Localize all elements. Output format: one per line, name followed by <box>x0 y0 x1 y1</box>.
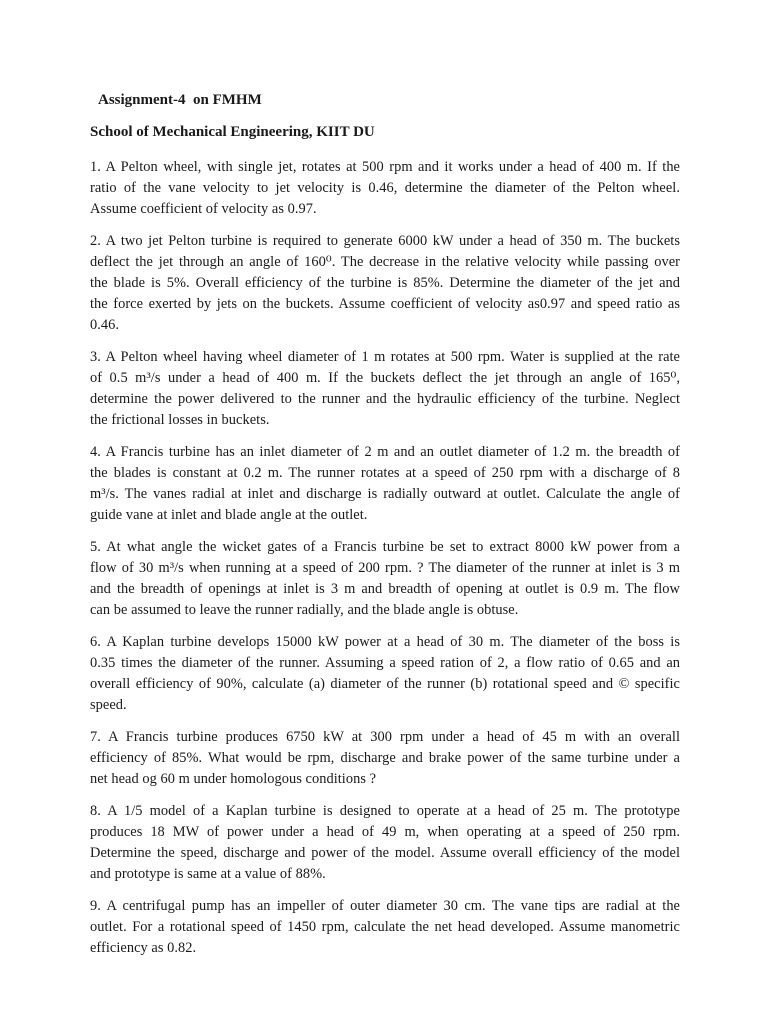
question-line: the blade is 5%. Overall efficiency of the turbine is 85%. Determine the diameter of the jet and <box>90 275 680 291</box>
question-line: ratio of the vane velocity to jet velocity is 0.46, determine the diameter of the Pelton wheel. <box>90 180 680 196</box>
question-line: determine the power delivered to the runner and the hydraulic efficiency of the turbine. Neglect <box>90 391 680 407</box>
question-5 <box>90 537 680 621</box>
question-line: the blades is constant at 0.2 m. The runner rotates at a speed of 250 rpm with a discharge of 8 <box>90 465 680 481</box>
question-line: flow of 30 m³/s when running at a speed of 200 rpm. ? The diameter of the runner at inlet is 3 m <box>90 560 680 576</box>
question-line: of 0.5 m³/s under a head of 400 m. If the buckets deflect the jet through an angle of 165⁰, <box>90 370 680 386</box>
question-line: Assume coefficient of velocity as 0.97. <box>90 201 317 217</box>
question-1 <box>90 157 680 220</box>
question-line: the force exerted by jets on the buckets. Assume coefficient of velocity as0.97 and speed ratio as <box>90 296 680 312</box>
question-line: 6. A Kaplan turbine develops 15000 kW power at a head of 30 m. The diameter of the boss is <box>90 634 680 650</box>
question-line: can be assumed to leave the runner radially, and the blade angle is obtuse. <box>90 602 519 618</box>
question-line: and prototype is same at a value of 88%. <box>90 866 326 882</box>
question-line: 5. At what angle the wicket gates of a Francis turbine be set to extract 8000 kW power from a <box>90 539 680 555</box>
question-2 <box>90 231 680 336</box>
question-line: 4. A Francis turbine has an inlet diameter of 2 m and an outlet diameter of 1.2 m. the breadth of <box>90 444 680 460</box>
question-7 <box>90 727 680 790</box>
question-9 <box>90 896 680 959</box>
question-line: efficiency as 0.82. <box>90 940 197 956</box>
question-line: efficiency of 85%. What would be rpm, discharge and brake power of the same turbine under a <box>90 750 680 766</box>
question-line: 0.35 times the diameter of the runner. Assuming a speed ration of 2, a flow ratio of 0.65 and an <box>90 655 680 671</box>
question-line: outlet. For a rotational speed of 1450 rpm, calculate the net head developed. Assume manometric <box>90 919 680 935</box>
assignment-title: Assignment-4 on FMHM <box>98 92 262 108</box>
question-line: guide vane at inlet and blade angle at the outlet. <box>90 507 368 523</box>
question-line: the frictional losses in buckets. <box>90 412 270 428</box>
question-line: 3. A Pelton wheel having wheel diameter of 1 m rotates at 500 rpm. Water is supplied at the rate <box>90 349 680 365</box>
question-line: deflect the jet through an angle of 160⁰. The decrease in the relative velocity while passing over <box>90 254 680 270</box>
question-6 <box>90 632 680 716</box>
question-line: 9. A centrifugal pump has an impeller of outer diameter 30 cm. The vane tips are radial at the <box>90 898 680 914</box>
question-line: 1. A Pelton wheel, with single jet, rotates at 500 rpm and it works under a head of 400 m. If the <box>90 159 680 175</box>
question-line: speed. <box>90 697 127 713</box>
question-line: and the breadth of openings at inlet is 3 m and breadth of opening at outlet is 0.9 m. The flow <box>90 581 680 597</box>
question-line: m³/s. The vanes radial at inlet and discharge is radially outward at outlet. Calculate the angle of <box>90 486 680 502</box>
question-line: 8. A 1/5 model of a Kaplan turbine is designed to operate at a head of 25 m. The prototype <box>90 803 680 819</box>
question-line: net head og 60 m under homologous conditions ? <box>90 771 377 787</box>
question-4 <box>90 442 680 526</box>
question-8 <box>90 801 680 885</box>
questions-list <box>90 157 680 970</box>
question-line: 0.46. <box>90 317 120 333</box>
school-heading: School of Mechanical Engineering, KIIT DU <box>90 124 375 140</box>
question-3 <box>90 347 680 431</box>
question-line: 2. A two jet Pelton turbine is required to generate 6000 kW under a head of 350 m. The buckets <box>90 233 680 249</box>
question-line: 7. A Francis turbine produces 6750 kW at 300 rpm under a head of 45 m with an overall <box>90 729 680 745</box>
question-line: Determine the speed, discharge and power of the model. Assume overall efficiency of the model <box>90 845 680 861</box>
question-line: overall efficiency of 90%, calculate (a) diameter of the runner (b) rotational speed and © specific <box>90 676 680 692</box>
question-line: produces 18 MW of power under a head of 49 m, when operating at a speed of 250 rpm. <box>90 824 680 840</box>
